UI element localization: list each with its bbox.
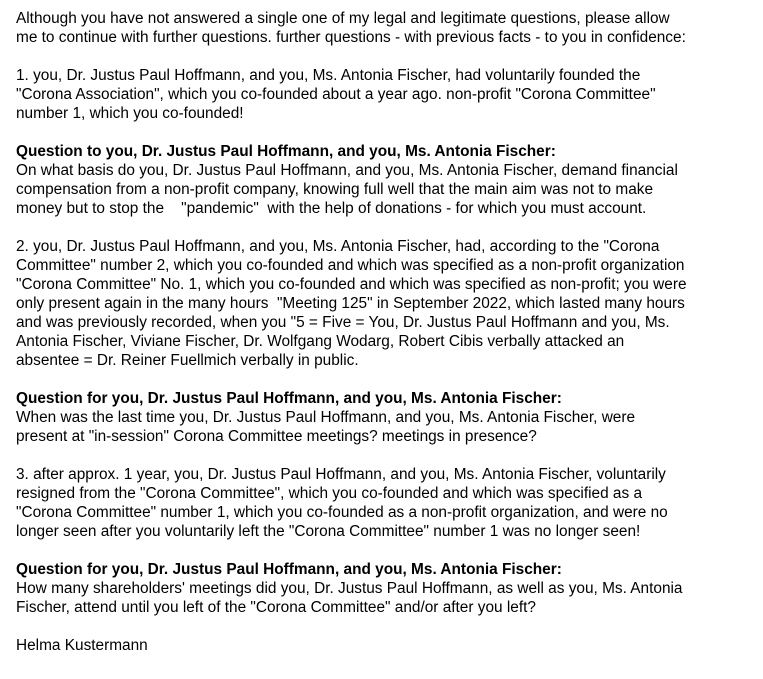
point-1-paragraph [16, 66, 756, 123]
question-1-line: compensation from a non-profit company, knowing full well that the main aim was not to make [16, 181, 654, 198]
question-1-block [16, 142, 756, 218]
point-2-paragraph [16, 237, 756, 370]
signature: Helma Kustermann [16, 637, 148, 654]
point-1-line: number 1, which you co-founded! [16, 105, 244, 122]
letter-body [16, 9, 756, 655]
point-1-line: 1. you, Dr. Justus Paul Hoffmann, and you, Ms. Antonia Fischer, had voluntarily founded the [16, 67, 641, 84]
intro-line: Although you have not answered a single one of my legal and legitimate questions, please allow [16, 10, 670, 27]
point-1-line: "Corona Association", which you co-founded about a year ago. non-profit "Corona Committee" [16, 86, 656, 103]
paragraph-spacer [16, 47, 756, 66]
paragraph-spacer [16, 218, 756, 237]
point-2-line: "Corona Committee" No. 1, which you co-founded and which was specified as non-profit; you were [16, 276, 687, 293]
intro-paragraph [16, 9, 756, 47]
question-3-block [16, 560, 756, 617]
point-2-line: Committee" number 2, which you co-founded and which was specified as a non-profit organization [16, 257, 685, 274]
point-3-line: longer seen after you voluntarily left the "Corona Committee" number 1 was no longer seen! [16, 523, 641, 540]
paragraph-spacer [16, 617, 756, 636]
point-2-line: only present again in the many hours "Meeting 125" in September 2022, which lasted many hours [16, 295, 685, 312]
question-1-heading: Question to you, Dr. Justus Paul Hoffmann, and you, Ms. Antonia Fischer: [16, 143, 556, 160]
paragraph-spacer [16, 541, 756, 560]
point-3-paragraph [16, 465, 756, 541]
question-2-heading: Question for you, Dr. Justus Paul Hoffmann, and you, Ms. Antonia Fischer: [16, 390, 562, 407]
point-2-line: and was previously recorded, when you "5 = Five = You, Dr. Justus Paul Hoffmann and you, Ms. [16, 314, 670, 331]
point-2-line: 2. you, Dr. Justus Paul Hoffmann, and you, Ms. Antonia Fischer, had, according to the "Corona [16, 238, 660, 255]
question-3-line: Fischer, attend until you left of the "Corona Committee" and/or after you left? [16, 599, 536, 616]
question-3-line: How many shareholders' meetings did you, Dr. Justus Paul Hoffmann, as well as you, Ms. Antonia [16, 580, 683, 597]
question-3-heading: Question for you, Dr. Justus Paul Hoffmann, and you, Ms. Antonia Fischer: [16, 561, 562, 578]
question-2-block [16, 389, 756, 446]
paragraph-spacer [16, 370, 756, 389]
point-2-line: Antonia Fischer, Viviane Fischer, Dr. Wolfgang Wodarg, Robert Cibis verbally attacked an [16, 333, 625, 350]
point-2-line: absentee = Dr. Reiner Fuellmich verbally in public. [16, 352, 359, 369]
point-3-line: "Corona Committee" number 1, which you co-founded as a non-profit organization, and were no [16, 504, 668, 521]
paragraph-spacer [16, 446, 756, 465]
point-3-line: resigned from the "Corona Committee", which you co-founded and which was specified as a [16, 485, 643, 502]
intro-line: me to continue with further questions. further questions - with previous facts - to you in confidence: [16, 29, 686, 46]
point-3-line: 3. after approx. 1 year, you, Dr. Justus Paul Hoffmann, and you, Ms. Antonia Fischer, voluntarily [16, 466, 666, 483]
question-2-line: present at "in-session" Corona Committee meetings? meetings in presence? [16, 428, 537, 445]
question-1-line: On what basis do you, Dr. Justus Paul Hoffmann, and you, Ms. Antonia Fischer, demand financial [16, 162, 678, 179]
question-2-line: When was the last time you, Dr. Justus Paul Hoffmann, and you, Ms. Antonia Fischer, were [16, 409, 636, 426]
question-1-line: money but to stop the "pandemic" with the help of donations - for which you must account. [16, 200, 647, 217]
paragraph-spacer [16, 123, 756, 142]
